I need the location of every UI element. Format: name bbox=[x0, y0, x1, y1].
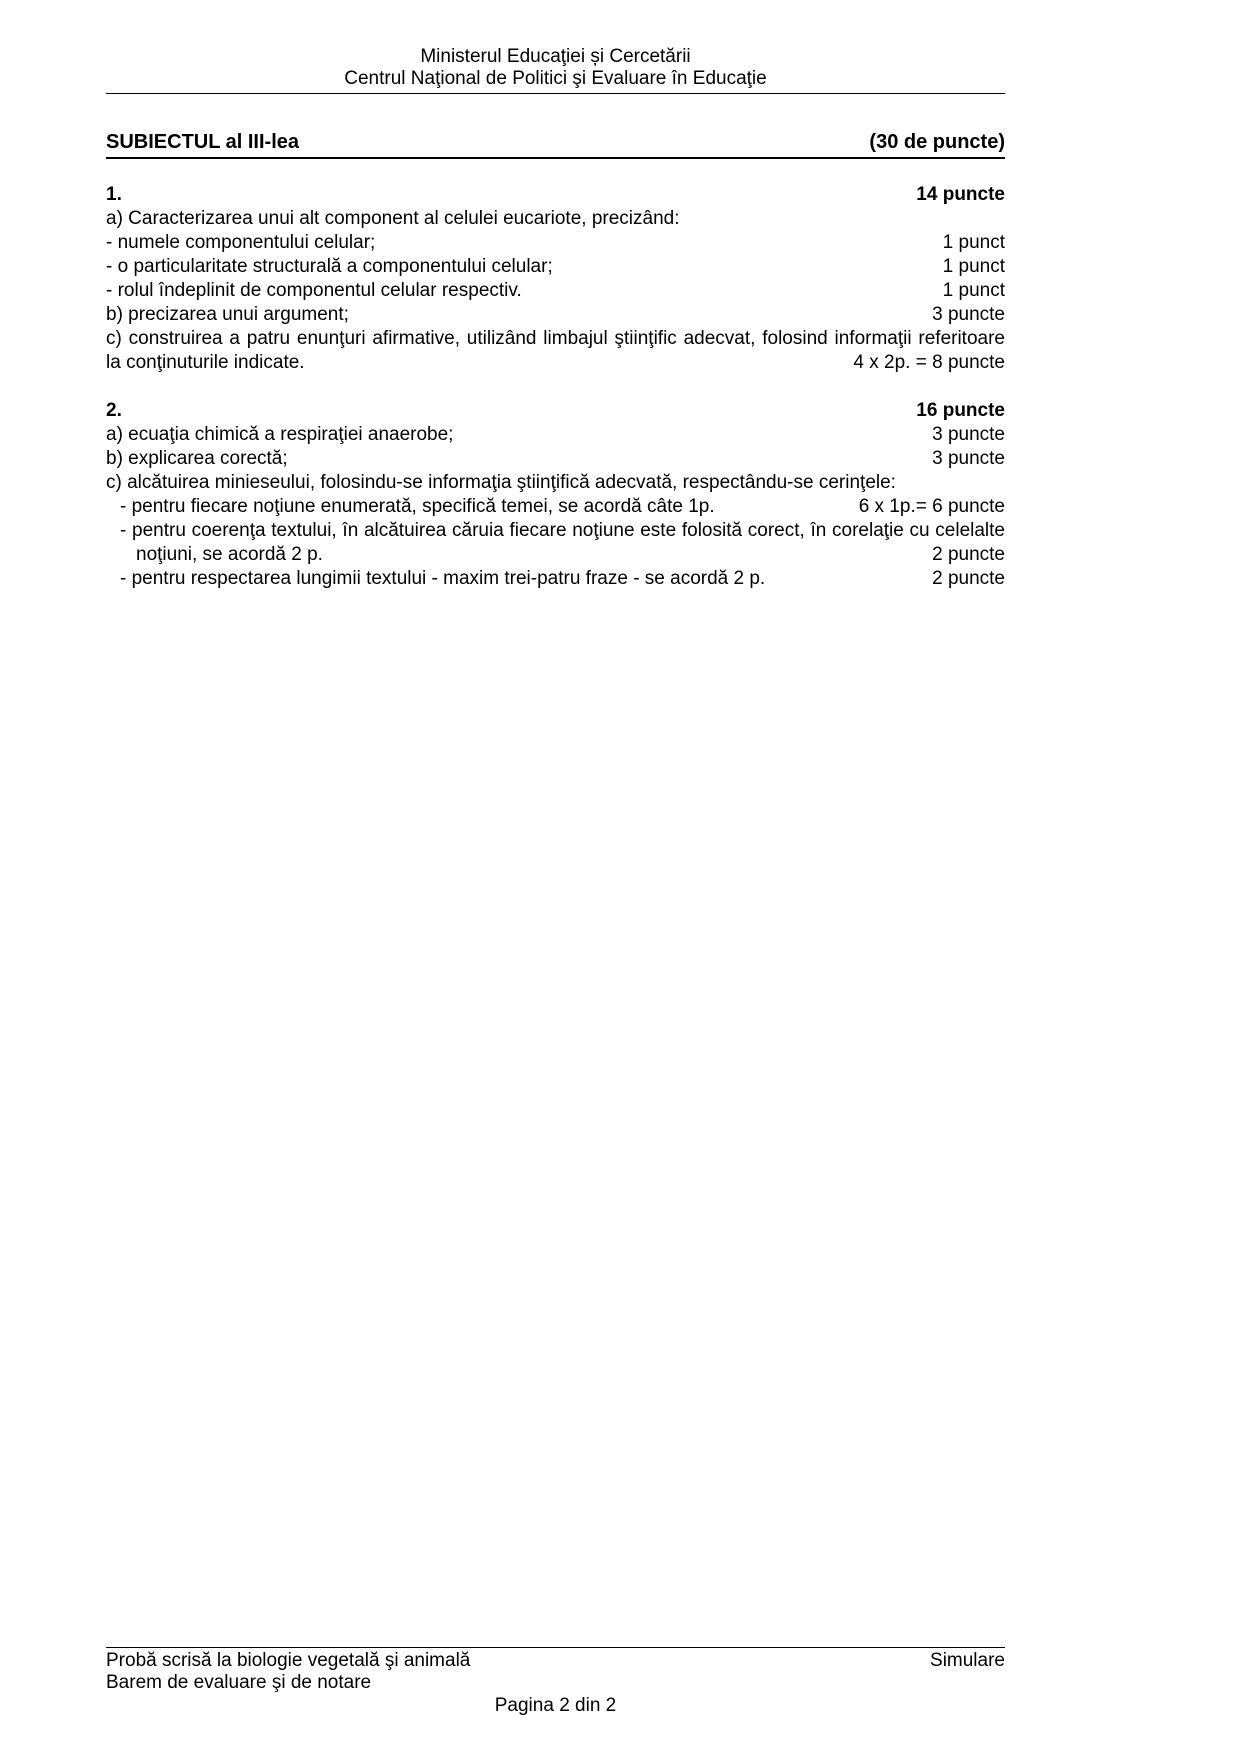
subitem-text: - pentru fiecare noţiune enumerată, specifică temei, se acordă câte 1p. bbox=[120, 496, 715, 517]
section-2-subitem bbox=[106, 567, 1005, 591]
section-1 bbox=[106, 183, 1005, 375]
subject-title-row bbox=[106, 130, 1005, 159]
subitem-points: 6 x 1p.= 6 puncte bbox=[858, 496, 1005, 517]
score-row bbox=[106, 255, 1005, 279]
section-1-intro: a) Caracterizarea unui alt component al celulei eucariote, precizând: bbox=[106, 208, 680, 229]
section-2-item-c-intro: c) alcătuirea minieseului, folosindu-se informaţia ştiinţifică adecvată, respectându-se cerinţele: bbox=[106, 472, 896, 493]
score-row-text: - rolul îndeplinit de componentul celular respectiv. bbox=[106, 280, 522, 301]
score-row-text: a) ecuaţia chimică a respiraţiei anaerobe; bbox=[106, 424, 454, 445]
subitem-text: - pentru respectarea lungimii textului - maxim trei-patru fraze - se acordă 2 p. bbox=[120, 568, 766, 589]
header-center-line: Centrul Naţional de Politici şi Evaluare în Educaţie bbox=[344, 68, 767, 89]
section-2-subitem bbox=[106, 519, 1005, 567]
score-row-points: 3 puncte bbox=[932, 424, 1005, 445]
score-row-text: b) precizarea unui argument; bbox=[106, 304, 349, 325]
section-1-item-c bbox=[106, 327, 1005, 375]
section-1-item-c-points: 4 x 2p. = 8 puncte bbox=[853, 352, 1005, 373]
section-1-heading bbox=[106, 183, 1005, 207]
score-row-points: 1 punct bbox=[942, 280, 1005, 301]
score-row bbox=[106, 279, 1005, 303]
section-1-points: 14 puncte bbox=[916, 184, 1005, 205]
score-row-points: 3 puncte bbox=[932, 304, 1005, 325]
section-1-number: 1. bbox=[106, 184, 122, 205]
subject-title: SUBIECTUL al III-lea bbox=[106, 131, 300, 153]
section-1-item-c-text: c) construirea a patru enunţuri afirmative, utilizând limbajul ştiinţific adecvat, folosind informaţii referitoare la conţinuturile indicate. bbox=[106, 328, 1005, 373]
section-2-heading bbox=[106, 399, 1005, 423]
header-ministry-line: Ministerul Educaţiei și Cercetării bbox=[420, 46, 691, 67]
document-header bbox=[106, 0, 1005, 94]
subitem-points: 2 puncte bbox=[932, 544, 1005, 565]
score-row bbox=[106, 231, 1005, 255]
score-row-text: - o particularitate structurală a componentului celular; bbox=[106, 256, 553, 277]
footer-document-type: Barem de evaluare şi de notare bbox=[106, 1672, 372, 1693]
section-2-number: 2. bbox=[106, 400, 122, 421]
document-body bbox=[106, 130, 1005, 591]
section-2 bbox=[106, 399, 1005, 591]
subject-total-points: (30 de puncte) bbox=[869, 131, 1005, 153]
subitem-points: 2 puncte bbox=[932, 568, 1005, 589]
score-row-text: - numele componentului celular; bbox=[106, 232, 376, 253]
subitem-text: - pentru coerenţa textului, în alcătuirea căruia fiecare noţiune este folosită corect, în corelaţie cu celelalte noţiuni, se acordă 2 p. bbox=[120, 520, 1005, 565]
score-row bbox=[106, 423, 1005, 447]
footer-row-1 bbox=[106, 1650, 1005, 1672]
score-row bbox=[106, 303, 1005, 327]
score-row-text: b) explicarea corectă; bbox=[106, 448, 288, 469]
score-row bbox=[106, 447, 1005, 471]
score-row-points: 1 punct bbox=[942, 256, 1005, 277]
footer-exam-name: Probă scrisă la biologie vegetală şi animală bbox=[106, 1650, 471, 1671]
section-2-points: 16 puncte bbox=[916, 400, 1005, 421]
score-row-points: 1 punct bbox=[942, 232, 1005, 253]
document-footer bbox=[106, 1647, 1005, 1717]
footer-session-label: Simulare bbox=[930, 1650, 1005, 1671]
score-row-points: 3 puncte bbox=[932, 448, 1005, 469]
footer-page-number: Pagina 2 din 2 bbox=[494, 1695, 617, 1716]
section-2-subitem bbox=[106, 495, 1005, 519]
